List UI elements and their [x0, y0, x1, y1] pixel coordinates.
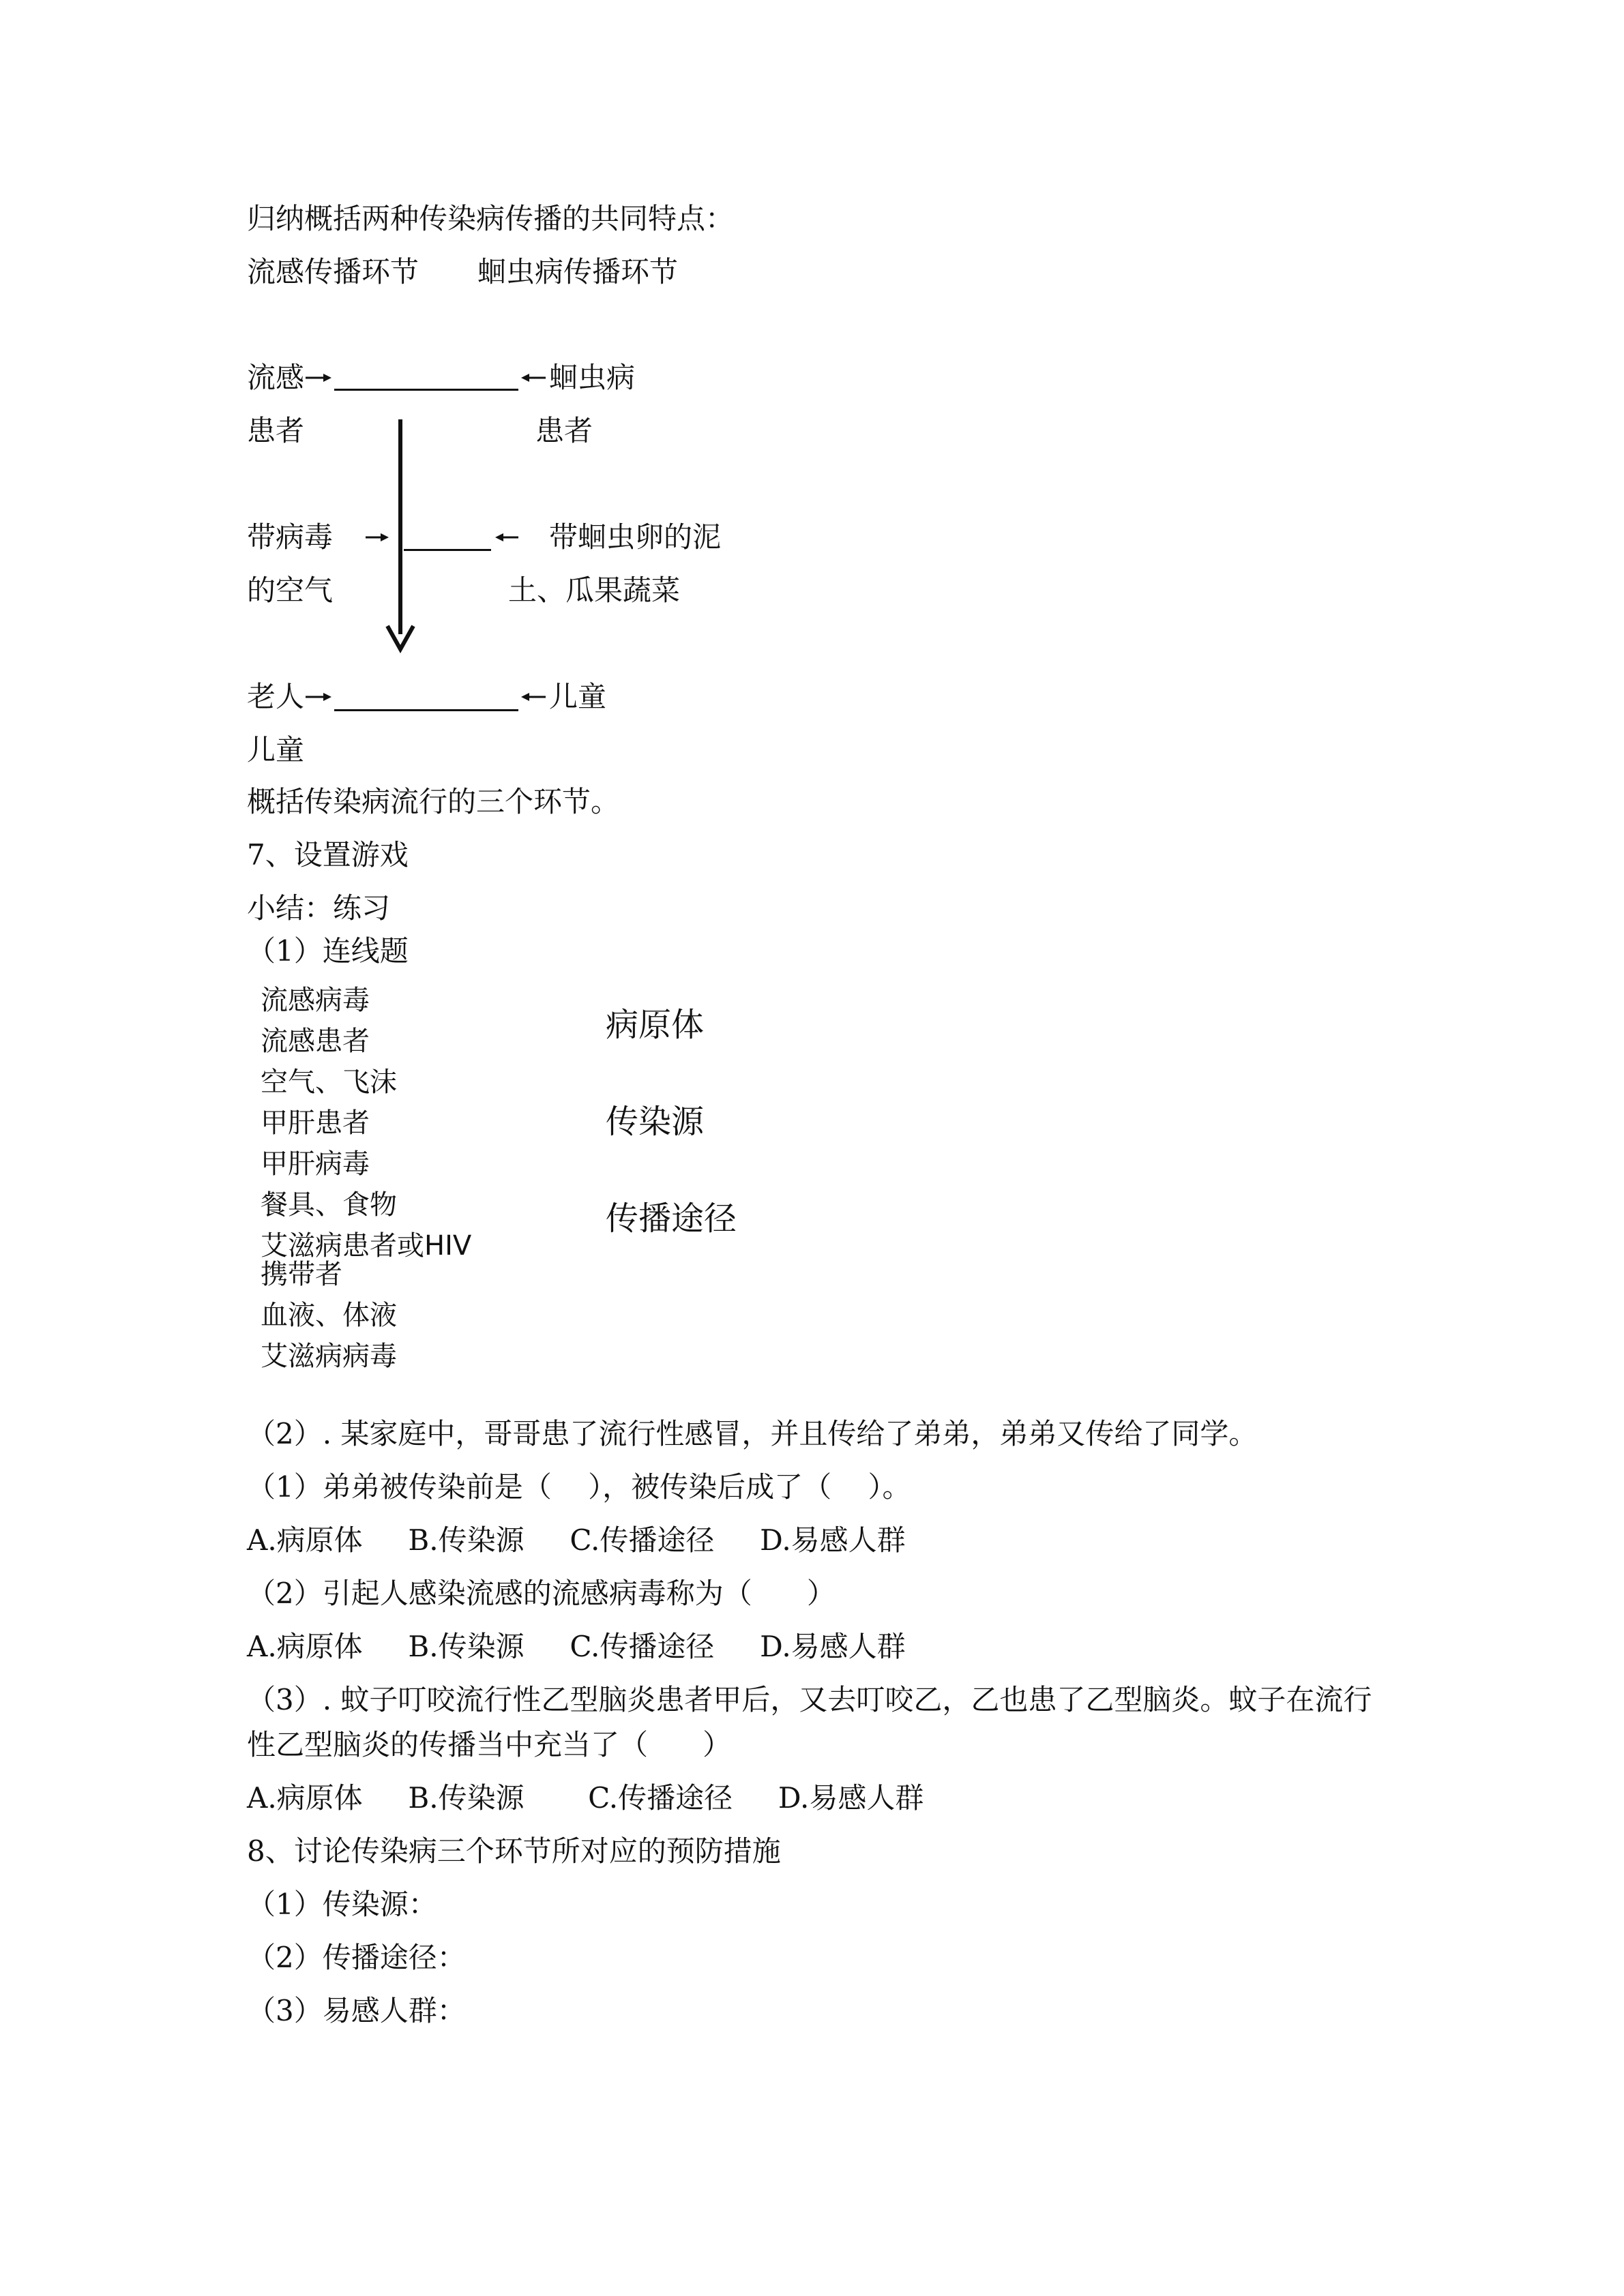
diagram-soil: 带蛔虫卵的泥 — [549, 520, 722, 554]
diagram-virus-air-2: 的空气 — [247, 573, 334, 607]
q3-options: A.病原体 B.传染源 C.传播途径 D.易感人群 — [247, 1781, 924, 1815]
q2-sub1-options: A.病原体 B.传染源 C.传播途径 D.易感人群 — [247, 1523, 906, 1557]
arrow-right-icon — [366, 533, 389, 541]
arrow-left-icon — [495, 533, 518, 541]
prevention-route: （2）传播途径： — [247, 1941, 466, 1974]
diagram-worm-patient: 蛔虫病 — [549, 361, 636, 394]
blank-line-susceptible — [334, 709, 518, 711]
match-left-item: 艾滋病病毒 — [261, 1341, 397, 1372]
match-left-item: 甲肝患者 — [261, 1107, 370, 1139]
arrow-left-icon — [521, 374, 546, 382]
summary-line: 概括传染病流行的三个环节。 — [247, 785, 620, 818]
blank-line-route — [404, 549, 491, 551]
q1-title: （1）连线题 — [247, 934, 409, 968]
header-flu: 流感传播环节 — [247, 255, 419, 288]
match-left-item: 空气、飞沫 — [261, 1067, 397, 1098]
summary-label: 小结：练习 — [247, 891, 391, 925]
arrow-left-icon — [521, 693, 546, 701]
diagram-elderly: 老人 — [247, 680, 305, 713]
match-left-item: 流感病毒 — [261, 985, 370, 1016]
q2-stem: （2）. 某家庭中，哥哥患了流行性感冒，并且传给了弟弟，弟弟又传给了同学。 — [247, 1417, 1258, 1450]
diagram-soil-2: 土、瓜果蔬菜 — [508, 573, 681, 607]
diagram-flu-patient: 流感 — [247, 361, 305, 394]
match-left-item: 艾滋病患者或HIV — [261, 1230, 472, 1262]
arrow-down-icon — [387, 419, 413, 649]
diagram-virus-air: 带病毒 — [247, 520, 334, 554]
diagram-flu-patient-2: 患者 — [247, 414, 305, 447]
q2-sub2-options: A.病原体 B.传染源 C.传播途径 D.易感人群 — [247, 1630, 906, 1663]
match-left-item: 携带者 — [261, 1259, 342, 1290]
match-right-item: 传播途径 — [606, 1199, 737, 1238]
q3-stem-line1: （3）. 蚊子叮咬流行性乙型脑炎患者甲后，又去叮咬乙，乙也患了乙型脑炎。蚊子在流行 — [247, 1683, 1372, 1716]
match-left-item: 餐具、食物 — [261, 1189, 397, 1221]
diagram-worm-patient-2: 患者 — [535, 414, 593, 447]
prevention-source: （1）传染源： — [247, 1888, 437, 1921]
match-right-item: 传染源 — [606, 1103, 705, 1141]
match-left-item: 血液、体液 — [261, 1300, 397, 1331]
diagram-children-right: 儿童 — [549, 680, 607, 713]
q2-sub1: （1）弟弟被传染前是（ ），被传染后成了（ ）。 — [247, 1470, 911, 1504]
arrow-right-icon — [306, 374, 331, 382]
blank-line-source — [334, 389, 518, 391]
match-right-item: 病原体 — [606, 1006, 705, 1044]
section-8-title: 8、讨论传染病三个环节所对应的预防措施 — [247, 1834, 781, 1868]
match-left-item: 甲肝病毒 — [261, 1148, 370, 1180]
intro-text: 归纳概括两种传染病传播的共同特点： — [247, 202, 735, 235]
header-worm: 蛔虫病传播环节 — [477, 255, 679, 288]
prevention-susceptible: （3）易感人群： — [247, 1994, 466, 2027]
section-7-title: 7、设置游戏 — [247, 838, 409, 871]
diagram-children-left: 儿童 — [247, 733, 305, 766]
arrow-right-icon — [306, 693, 331, 701]
q3-stem-line2: 性乙型脑炎的传播当中充当了（ ） — [247, 1728, 732, 1761]
q2-sub2: （2）引起人感染流感的流感病毒称为（ ） — [247, 1577, 836, 1610]
match-left-item: 流感患者 — [261, 1026, 370, 1057]
